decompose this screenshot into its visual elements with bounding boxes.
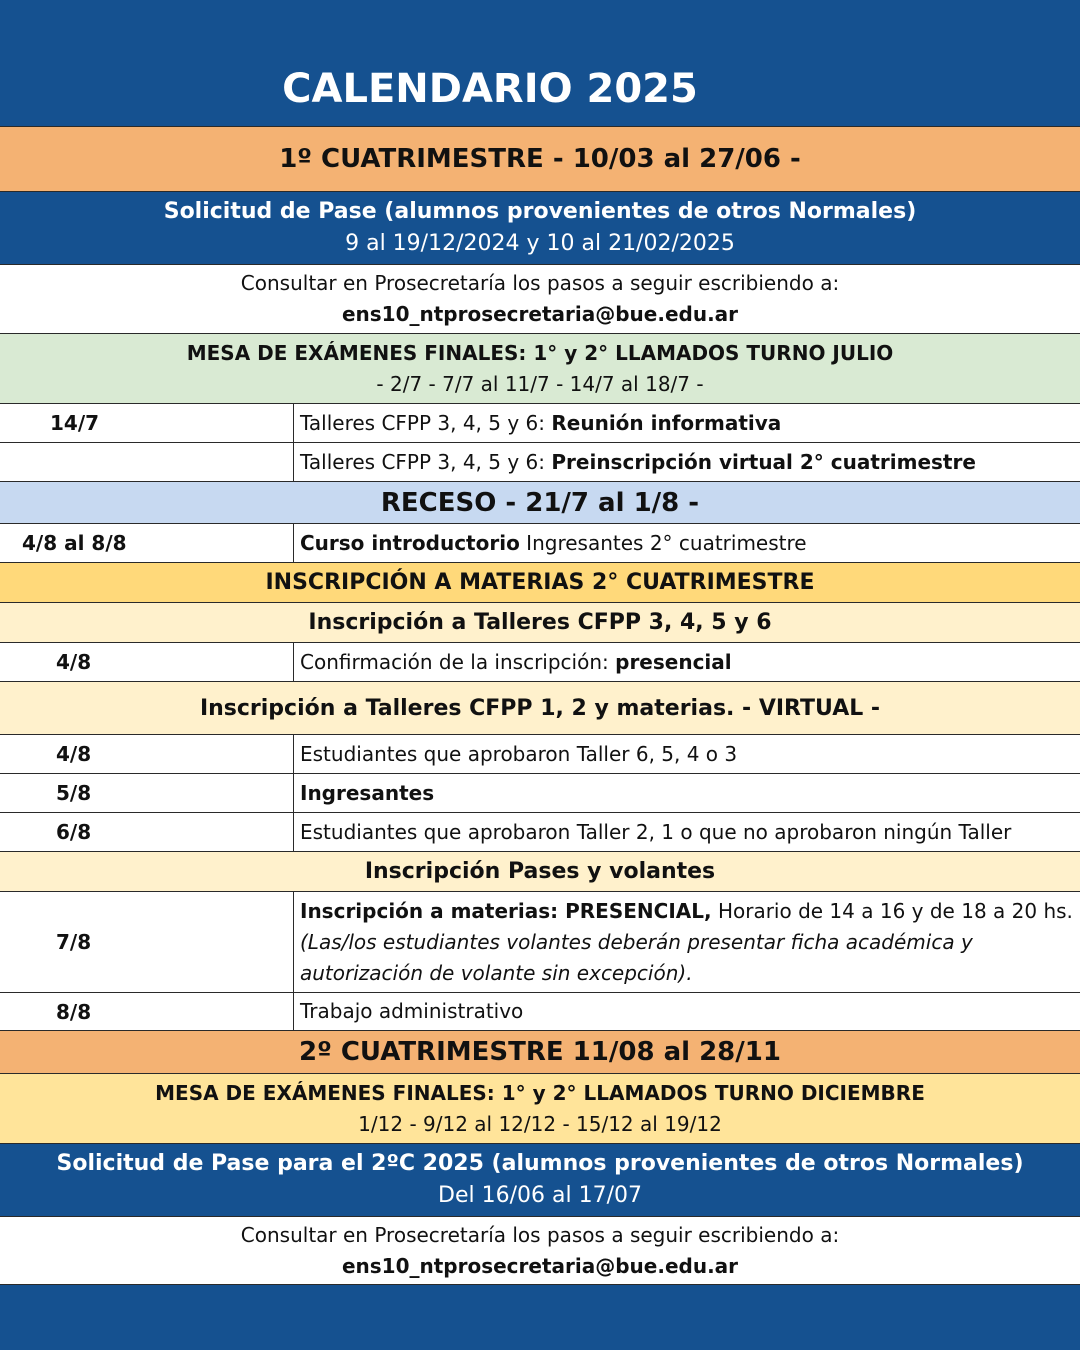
first-semester-header bbox=[0, 126, 1080, 191]
page-title: CALENDARIO 2025 bbox=[282, 66, 698, 112]
row-content bbox=[294, 892, 1080, 992]
row-text: Trabajo administrativo bbox=[300, 999, 524, 1023]
row-date: 4/8 al 8/8 bbox=[0, 524, 294, 562]
second-semester-label: 2º CUATRIMESTRE 11/08 al 28/11 bbox=[299, 1037, 781, 1067]
exam-july-block bbox=[0, 333, 1080, 403]
row-text: Estudiantes que aprobaron Taller 2, 1 o que no aprobaron ningún Taller bbox=[300, 819, 1012, 844]
consult-block-2 bbox=[0, 1216, 1080, 1285]
passes-enrollment-label: Inscripción Pases y volantes bbox=[364, 859, 716, 884]
row-text: Talleres CFPP 3, 4, 5 y 6: bbox=[300, 449, 552, 474]
table-row bbox=[0, 523, 1080, 562]
row-date: 14/7 bbox=[0, 404, 294, 442]
recess-label: RECESO - 21/7 al 1/8 - bbox=[380, 487, 700, 518]
table-row bbox=[0, 992, 1080, 1030]
recess-header bbox=[0, 481, 1080, 523]
table-row bbox=[0, 442, 1080, 481]
row-content bbox=[294, 643, 1080, 681]
virtual-enrollment-label: Inscripción a Talleres CFPP 1, 2 y materias. - VIRTUAL - bbox=[199, 695, 881, 721]
row-date: 4/8 bbox=[0, 643, 294, 681]
row-text: Estudiantes que aprobaron Taller 6, 5, 4 o 3 bbox=[300, 741, 738, 766]
second-semester-header bbox=[0, 1030, 1080, 1073]
workshop-enrollment-label: Inscripción a Talleres CFPP 3, 4, 5 y 6 bbox=[308, 610, 772, 635]
row-content bbox=[294, 524, 1080, 562]
exam-july-dates: - 2/7 - 7/7 al 11/7 - 14/7 al 18/7 - bbox=[376, 371, 704, 396]
row-text: Ingresantes 2° cuatrimestre bbox=[519, 530, 807, 555]
pass-request-dates: 9 al 19/12/2024 y 10 al 21/02/2025 bbox=[345, 231, 735, 256]
exam-december-title: MESA DE EXÁMENES FINALES: 1° y 2° LLAMADOS TURNO DICIEMBRE bbox=[155, 1080, 925, 1105]
row-text-bold: Curso introductorio bbox=[300, 530, 520, 555]
row-content bbox=[294, 443, 1080, 481]
exam-july-title: MESA DE EXÁMENES FINALES: 1° y 2° LLAMADOS TURNO JULIO bbox=[186, 340, 894, 365]
row-date: 6/8 bbox=[0, 813, 294, 851]
row-date: 5/8 bbox=[0, 774, 294, 812]
pass-request-2-dates: Del 16/06 al 17/07 bbox=[438, 1183, 642, 1208]
table-row bbox=[0, 773, 1080, 812]
calendar-table bbox=[0, 126, 1080, 1285]
consult-block bbox=[0, 264, 1080, 333]
row-date bbox=[0, 443, 294, 481]
pass-request-2-banner bbox=[0, 1143, 1080, 1216]
row-content bbox=[294, 813, 1080, 851]
exam-december-block bbox=[0, 1073, 1080, 1143]
row-content bbox=[294, 404, 1080, 442]
row-date: 4/8 bbox=[0, 735, 294, 773]
exam-december-dates: 1/12 - 9/12 al 12/12 - 15/12 al 19/12 bbox=[358, 1111, 722, 1136]
email-link[interactable]: ens10_ntprosecretaria@bue.edu.ar bbox=[341, 1253, 739, 1278]
email-link[interactable]: ens10_ntprosecretaria@bue.edu.ar bbox=[341, 302, 739, 326]
consult-text: Consultar en Prosecretaría los pasos a seguir escribiendo a: bbox=[240, 1222, 840, 1247]
row-text-bold: Reunión informativa bbox=[551, 410, 782, 435]
row-content bbox=[294, 993, 1080, 1030]
row-text-bold: Ingresantes bbox=[300, 780, 435, 805]
passes-enrollment-header bbox=[0, 851, 1080, 891]
consult-text: Consultar en Prosecretaría los pasos a seguir escribiendo a: bbox=[240, 271, 840, 295]
table-row bbox=[0, 403, 1080, 442]
row-text: Talleres CFPP 3, 4, 5 y 6: bbox=[300, 410, 552, 435]
enrollment-header bbox=[0, 562, 1080, 602]
table-row bbox=[0, 812, 1080, 851]
row-content bbox=[294, 735, 1080, 773]
workshop-enrollment-header bbox=[0, 602, 1080, 642]
table-row bbox=[0, 642, 1080, 681]
pass-request-2-title: Solicitud de Pase para el 2ºC 2025 (alumnos provenientes de otros Normales) bbox=[56, 1151, 1024, 1176]
table-row bbox=[0, 734, 1080, 773]
row-text-bold: Inscripción a materias: PRESENCIAL, bbox=[300, 898, 712, 923]
row-text-bold: presencial bbox=[615, 649, 732, 674]
row-note: autorización de volante sin excepción). bbox=[300, 960, 693, 985]
row-text-bold: Preinscripción virtual 2° cuatrimestre bbox=[551, 449, 976, 474]
row-content bbox=[294, 774, 1080, 812]
pass-request-banner bbox=[0, 191, 1080, 264]
row-note: (Las/los estudiantes volantes deberán presentar ficha académica y bbox=[300, 929, 973, 954]
row-date: 7/8 bbox=[0, 892, 294, 992]
pass-request-title: Solicitud de Pase (alumnos provenientes de otros Normales) bbox=[163, 199, 917, 224]
row-text: Horario de 14 a 16 y de 18 a 20 hs. bbox=[711, 898, 1073, 923]
first-semester-label: 1º CUATRIMESTRE - 10/03 al 27/06 - bbox=[279, 144, 801, 174]
row-date: 8/8 bbox=[0, 993, 294, 1030]
table-row bbox=[0, 891, 1080, 992]
enrollment-label: INSCRIPCIÓN A MATERIAS 2° CUATRIMESTRE bbox=[265, 570, 815, 595]
virtual-enrollment-header bbox=[0, 681, 1080, 734]
row-text: Confirmación de la inscripción: bbox=[300, 649, 616, 674]
